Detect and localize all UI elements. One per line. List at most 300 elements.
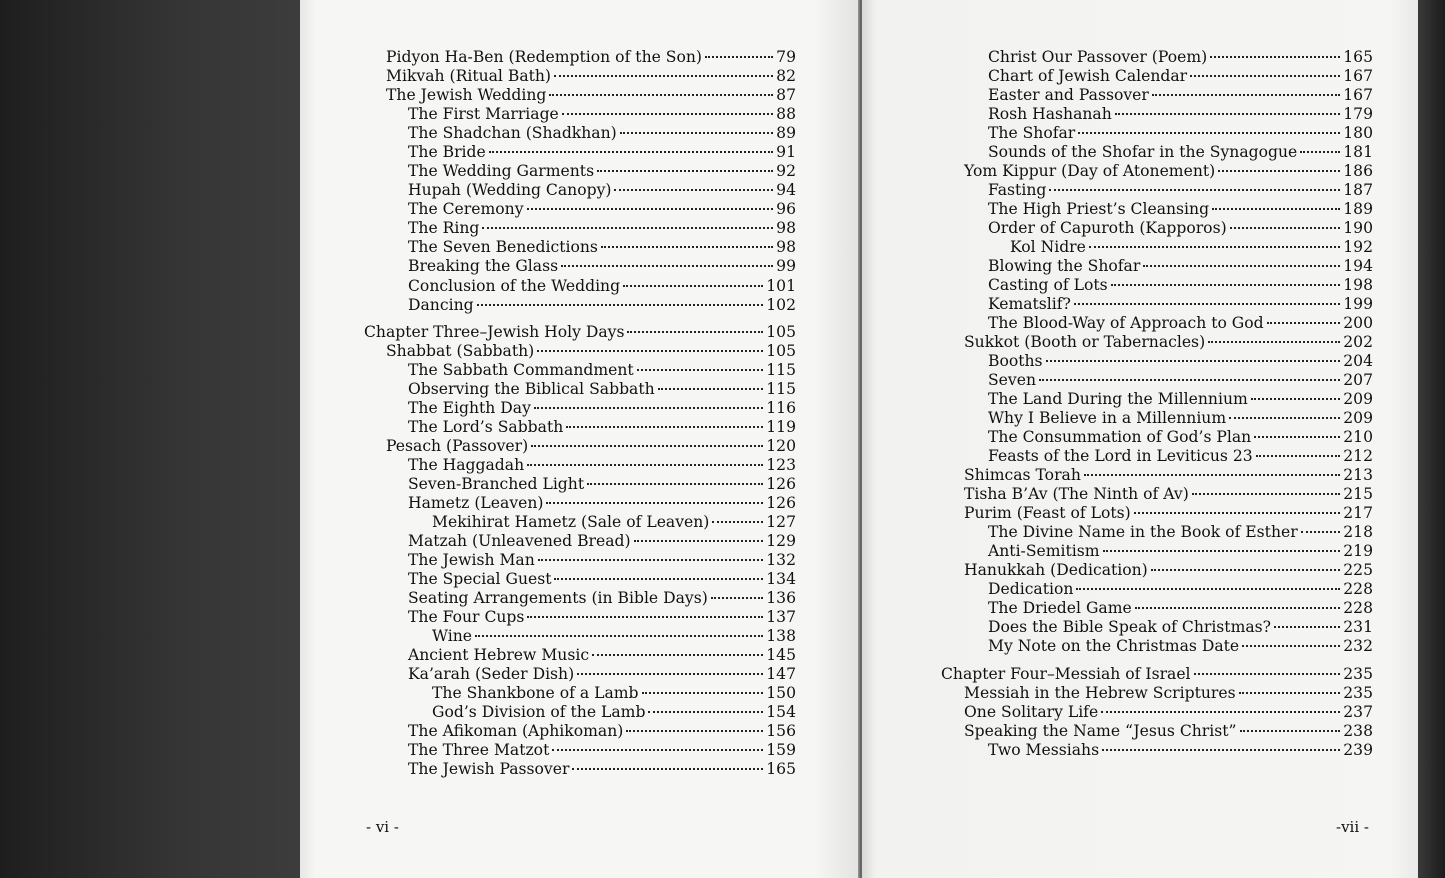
toc-entry-page: 209 (1343, 390, 1373, 408)
toc-entry-title: The Jewish Passover (408, 760, 570, 778)
dot-leader (577, 673, 763, 675)
toc-entry-title: Does the Bible Speak of Christmas? (988, 618, 1272, 636)
toc-entry (988, 580, 1373, 599)
toc-entry-page: 217 (1343, 504, 1373, 522)
toc-entry (988, 295, 1373, 314)
toc-entry-title: Hametz (Leaven) (408, 494, 544, 512)
left-page (300, 0, 860, 878)
toc-entry (964, 703, 1373, 722)
toc-entry-page: 189 (1343, 200, 1373, 218)
toc-entry (988, 257, 1373, 276)
toc-entry-title: My Note on the Christmas Date (988, 637, 1240, 655)
toc-entry-page: 238 (1343, 722, 1373, 740)
toc-entry (408, 277, 796, 296)
toc-entry (964, 333, 1373, 352)
toc-entry (988, 124, 1373, 143)
toc-entry-page: 105 (766, 342, 796, 360)
toc-entry-title: The Seven Benedictions (408, 238, 598, 256)
toc-entry-page: 79 (776, 48, 796, 66)
dot-leader (1101, 711, 1340, 713)
dot-leader (546, 502, 763, 504)
toc-entry-page: 145 (766, 646, 796, 664)
toc-entry (408, 589, 796, 608)
toc-entry (988, 390, 1373, 409)
toc-entry (988, 542, 1373, 561)
toc-entry (432, 513, 796, 532)
toc-entry (386, 48, 796, 67)
toc-entry (408, 418, 796, 437)
dot-leader (1190, 75, 1340, 77)
toc-entry-page: 231 (1343, 618, 1373, 636)
toc-entry-page: 225 (1343, 561, 1373, 579)
dot-leader (531, 445, 763, 447)
dot-leader (1049, 189, 1340, 191)
toc-entry-title: Matzah (Unleavened Bread) (408, 532, 631, 550)
toc-entry-page: 136 (766, 589, 796, 607)
toc-entry-title: Sounds of the Shofar in the Synagogue (988, 143, 1298, 161)
toc-entry-title: Shimcas Torah (964, 466, 1081, 484)
dot-leader (1151, 569, 1340, 571)
dot-leader (1194, 673, 1341, 675)
dot-leader (562, 113, 773, 115)
toc-entry-page: 92 (776, 162, 796, 180)
toc-entry-title: Christ Our Passover (Poem) (988, 48, 1208, 66)
toc-entry-page: 207 (1343, 371, 1373, 389)
toc-entry-page: 165 (766, 760, 796, 778)
toc-entry-page: 200 (1343, 314, 1373, 332)
dot-leader (1301, 531, 1341, 533)
toc-entry-title: The Haggadah (408, 456, 525, 474)
toc-entry (988, 447, 1373, 466)
dot-leader (1046, 360, 1341, 362)
toc-entry (988, 86, 1373, 105)
toc-entry (408, 257, 796, 276)
toc-entry (988, 523, 1373, 542)
toc-entry-title: Hanukkah (Dedication) (964, 561, 1148, 579)
dot-leader (1254, 436, 1340, 438)
dot-leader (489, 151, 773, 153)
toc-entry (386, 437, 796, 456)
toc-entry-title: Kol Nidre (1010, 238, 1086, 256)
dot-leader (711, 597, 763, 599)
dot-leader (1192, 493, 1340, 495)
toc-entry-title: The Four Cups (408, 608, 525, 626)
toc-entry (988, 618, 1373, 637)
toc-entry (408, 361, 796, 380)
toc-entry-title: The Jewish Wedding (386, 86, 547, 104)
toc-entry-page: 167 (1343, 86, 1373, 104)
dot-leader (658, 388, 764, 390)
toc-entry-title: The Land During the Millennium (988, 390, 1248, 408)
dot-leader (1074, 303, 1340, 305)
toc-entry-title: The Special Guest (408, 570, 552, 588)
toc-entry (988, 219, 1373, 238)
toc-entry (408, 219, 796, 238)
toc-entry (988, 741, 1373, 760)
toc-entry-title: Easter and Passover (988, 86, 1149, 104)
toc-entry-title: The Eighth Day (408, 399, 531, 417)
toc-entry (964, 561, 1373, 580)
toc-right (862, 0, 1418, 878)
toc-entry (408, 238, 796, 257)
toc-entry (408, 646, 796, 665)
dot-leader (1039, 379, 1340, 381)
toc-entry-title: The Bride (408, 143, 486, 161)
toc-entry-page: 115 (766, 380, 796, 398)
dot-leader (1256, 455, 1341, 457)
toc-entry (988, 143, 1373, 162)
toc-entry (408, 296, 796, 315)
toc-entry-page: 134 (766, 570, 796, 588)
toc-entry-title: Shabbat (Sabbath) (386, 342, 535, 360)
toc-entry-title: Dedication (988, 580, 1074, 598)
dot-leader (482, 227, 773, 229)
toc-entry-page: 156 (766, 722, 796, 740)
dot-leader (1115, 113, 1340, 115)
toc-entry-page: 98 (776, 238, 796, 256)
toc-entry-page: 126 (766, 494, 796, 512)
toc-entry-page: 127 (766, 513, 796, 531)
dot-leader (623, 285, 763, 287)
dot-leader (587, 483, 763, 485)
dot-leader (1240, 730, 1341, 732)
toc-entry (408, 608, 796, 627)
toc-entry-page: 192 (1343, 238, 1373, 256)
dot-leader (534, 407, 763, 409)
toc-entry-page: 154 (766, 703, 796, 721)
toc-entry-title: The Three Matzot (408, 741, 550, 759)
toc-entry-title: Speaking the Name “Jesus Christ” (964, 722, 1237, 740)
toc-entry-title: The First Marriage (408, 105, 559, 123)
toc-entry-page: 199 (1343, 295, 1373, 313)
toc-entry (964, 162, 1373, 181)
dot-leader (1229, 417, 1340, 419)
dot-leader (712, 521, 763, 523)
dot-leader (554, 578, 763, 580)
toc-entry (408, 124, 796, 143)
toc-entry-page: 235 (1343, 684, 1373, 702)
toc-entry-title: The Divine Name in the Book of Esther (988, 523, 1298, 541)
toc-entry-title: Pidyon Ha-Ben (Redemption of the Son) (386, 48, 702, 66)
dot-leader (627, 331, 763, 333)
toc-entry-page: 119 (766, 418, 796, 436)
toc-entry-title: Observing the Biblical Sabbath (408, 380, 655, 398)
dot-leader (477, 304, 764, 306)
toc-entry-title: Tisha B’Av (The Ninth of Av) (964, 485, 1189, 503)
toc-entry-page: 212 (1343, 447, 1373, 465)
dot-leader (601, 246, 773, 248)
dot-leader (1076, 588, 1340, 590)
toc-entry-title: The Shofar (988, 124, 1076, 142)
toc-entry-page: 198 (1343, 276, 1373, 294)
dot-leader (1084, 474, 1340, 476)
toc-entry-page: 129 (766, 532, 796, 550)
dot-leader (538, 559, 763, 561)
toc-entry (988, 181, 1373, 200)
dot-leader (626, 730, 763, 732)
toc-entry (408, 551, 796, 570)
toc-entry-page: 102 (766, 296, 796, 314)
toc-entry-page: 99 (776, 257, 796, 275)
toc-entry (408, 760, 796, 779)
toc-entry-title: The Driedel Game (988, 599, 1132, 617)
dot-leader (637, 369, 764, 371)
toc-entry (964, 684, 1373, 703)
toc-entry-page: 101 (766, 277, 796, 295)
toc-entry-title: Purim (Feast of Lots) (964, 504, 1131, 522)
toc-entry-title: Yom Kippur (Day of Atonement) (964, 162, 1216, 180)
toc-entry-page: 91 (776, 143, 796, 161)
toc-entry-page: 150 (766, 684, 796, 702)
toc-entry (408, 741, 796, 760)
dot-leader (1242, 645, 1340, 647)
toc-entry-title: Seven-Branched Light (408, 475, 585, 493)
dot-leader (1239, 692, 1341, 694)
background-right (1418, 0, 1445, 878)
toc-entry-page: 96 (776, 200, 796, 218)
dot-leader (597, 170, 773, 172)
toc-entry (964, 504, 1373, 523)
toc-entry-page: 137 (766, 608, 796, 626)
toc-entry (988, 599, 1373, 618)
toc-entry-page: 116 (766, 399, 796, 417)
toc-entry-title: Chapter Four–Messiah of Israel (941, 665, 1191, 683)
toc-entry-page: 190 (1343, 219, 1373, 237)
toc-entry (408, 399, 796, 418)
dot-leader (1103, 550, 1341, 552)
dot-leader (1135, 607, 1341, 609)
dot-leader (1300, 151, 1340, 153)
toc-entry (988, 276, 1373, 295)
toc-entry (432, 703, 796, 722)
toc-entry-page: 147 (766, 665, 796, 683)
dot-leader (566, 426, 763, 428)
toc-entry-page: 180 (1343, 124, 1373, 142)
background-left (0, 0, 300, 878)
toc-entry (408, 162, 796, 181)
toc-entry-title: Booths (988, 352, 1043, 370)
toc-entry (988, 371, 1373, 390)
toc-entry (988, 352, 1373, 371)
toc-entry (408, 143, 796, 162)
toc-entry (964, 485, 1373, 504)
toc-entry-title: The Blood-Way of Approach to God (988, 314, 1264, 332)
toc-entry-title: Ancient Hebrew Music (408, 646, 590, 664)
toc-entry-page: 115 (766, 361, 796, 379)
toc-entry-page: 209 (1343, 409, 1373, 427)
dot-leader (648, 711, 763, 713)
toc-entry (988, 105, 1373, 124)
toc-entry-page: 179 (1343, 105, 1373, 123)
toc-entry (432, 684, 796, 703)
toc-entry-title: Blowing the Shofar (988, 257, 1141, 275)
toc-entry-page: 215 (1343, 485, 1373, 503)
toc-entry-title: Chart of Jewish Calendar (988, 67, 1188, 85)
toc-left (300, 0, 860, 878)
toc-entry-title: The Lord’s Sabbath (408, 418, 564, 436)
dot-leader (1267, 322, 1341, 324)
toc-entry-page: 87 (776, 86, 796, 104)
toc-entry-title: Seven (988, 371, 1036, 389)
toc-entry (408, 665, 796, 684)
toc-entry-title: Seating Arrangements (in Bible Days) (408, 589, 708, 607)
dot-leader (1210, 56, 1340, 58)
toc-entry-page: 165 (1343, 48, 1373, 66)
toc-entry-title: Two Messiahs (988, 741, 1100, 759)
toc-entry-title: Fasting (988, 181, 1047, 199)
dot-leader (620, 132, 773, 134)
dot-leader (561, 265, 773, 267)
toc-entry (964, 466, 1373, 485)
toc-entry-title: One Solitary Life (964, 703, 1099, 721)
dot-leader (1212, 208, 1340, 210)
dot-leader (634, 540, 764, 542)
toc-entry-title: Breaking the Glass (408, 257, 559, 275)
toc-entry-page: 123 (766, 456, 796, 474)
dot-leader (1134, 512, 1341, 514)
toc-entry-title: Hupah (Wedding Canopy) (408, 181, 612, 199)
toc-entry-page: 94 (776, 181, 796, 199)
dot-leader (527, 464, 763, 466)
toc-entry-title: Mekihirat Hametz (Sale of Leaven) (432, 513, 710, 531)
dot-leader (1111, 284, 1341, 286)
toc-entry-page: 187 (1343, 181, 1373, 199)
toc-entry-page: 138 (766, 627, 796, 645)
toc-entry (386, 86, 796, 105)
toc-entry-page: 213 (1343, 466, 1373, 484)
toc-entry (941, 665, 1373, 684)
toc-entry-title: The Shankbone of a Lamb (432, 684, 639, 702)
dot-leader (475, 635, 763, 637)
toc-entry (408, 722, 796, 741)
dot-leader (527, 208, 774, 210)
toc-entry-title: God’s Division of the Lamb (432, 703, 646, 721)
toc-entry-title: Casting of Lots (988, 276, 1108, 294)
toc-entry-page: 159 (766, 741, 796, 759)
toc-entry (408, 105, 796, 124)
toc-entry-title: Wine (432, 627, 473, 645)
dot-leader (592, 654, 763, 656)
dot-leader (1218, 170, 1340, 172)
toc-entry (408, 475, 796, 494)
toc-entry-page: 228 (1343, 580, 1373, 598)
toc-entry-page: 219 (1343, 542, 1373, 560)
toc-entry-title: Feasts of the Lord in Leviticus 23 (988, 447, 1253, 465)
toc-entry-page: 126 (766, 475, 796, 493)
toc-entry-page: 105 (766, 323, 796, 341)
dot-leader (549, 94, 773, 96)
toc-entry (988, 67, 1373, 86)
toc-entry-page: 181 (1343, 143, 1373, 161)
page-number-right: -vii - (1336, 818, 1369, 836)
dot-leader (1089, 246, 1340, 248)
toc-entry-page: 89 (776, 124, 796, 142)
toc-entry (408, 570, 796, 589)
dot-leader (1274, 626, 1340, 628)
dot-leader (1102, 749, 1340, 751)
toc-entry-title: Messiah in the Hebrew Scriptures (964, 684, 1236, 702)
toc-entry-page: 218 (1343, 523, 1373, 541)
toc-entry (432, 627, 796, 646)
toc-entry-title: The Sabbath Commandment (408, 361, 634, 379)
toc-entry-title: The Wedding Garments (408, 162, 595, 180)
toc-entry-title: The Ring (408, 219, 480, 237)
toc-entry-title: Order of Capuroth (Kapporos) (988, 219, 1227, 237)
toc-entry-title: Dancing (408, 296, 474, 314)
dot-leader (1143, 265, 1340, 267)
toc-entry (408, 494, 796, 513)
toc-entry-title: Why I Believe in a Millennium (988, 409, 1227, 427)
toc-entry-title: Mikvah (Ritual Bath) (386, 67, 552, 85)
toc-entry-title: Anti-Semitism (988, 542, 1100, 560)
toc-entry (408, 380, 796, 399)
toc-entry-title: Sukkot (Booth or Tabernacles) (964, 333, 1206, 351)
toc-entry (408, 532, 796, 551)
toc-entry-title: The Ceremony (408, 200, 524, 218)
toc-entry-title: Chapter Three–Jewish Holy Days (364, 323, 625, 341)
toc-entry (364, 323, 796, 342)
toc-entry-page: 237 (1343, 703, 1373, 721)
toc-entry (988, 409, 1373, 428)
toc-entry-page: 194 (1343, 257, 1373, 275)
dot-leader (1251, 398, 1340, 400)
dot-leader (642, 692, 764, 694)
toc-entry-title: Conclusion of the Wedding (408, 277, 621, 295)
toc-entry-title: Pesach (Passover) (386, 437, 529, 455)
dot-leader (1152, 94, 1340, 96)
toc-entry (386, 67, 796, 86)
dot-leader (527, 616, 763, 618)
toc-entry-title: The High Priest’s Cleansing (988, 200, 1210, 218)
toc-entry-title: Ka’arah (Seder Dish) (408, 665, 575, 683)
toc-entry-page: 98 (776, 219, 796, 237)
dot-leader (1230, 227, 1341, 229)
toc-entry-page: 82 (776, 67, 796, 85)
toc-entry (1010, 238, 1373, 257)
dot-leader (614, 189, 773, 191)
toc-entry (408, 456, 796, 475)
toc-entry (386, 342, 796, 361)
toc-entry-page: 204 (1343, 352, 1373, 370)
dot-leader (1078, 132, 1340, 134)
right-page (862, 0, 1418, 878)
toc-entry-page: 228 (1343, 599, 1373, 617)
dot-leader (552, 749, 763, 751)
dot-leader (554, 75, 773, 77)
toc-entry-page: 186 (1343, 162, 1373, 180)
toc-entry-page: 239 (1343, 741, 1373, 759)
toc-entry-title: Rosh Hashanah (988, 105, 1112, 123)
toc-entry-title: The Consummation of God’s Plan (988, 428, 1252, 446)
toc-entry-title: The Shadchan (Shadkhan) (408, 124, 617, 142)
page-number-left: - vi - (366, 818, 399, 836)
toc-entry-page: 167 (1343, 67, 1373, 85)
dot-leader (1208, 341, 1340, 343)
toc-entry-title: The Jewish Man (408, 551, 535, 569)
dot-leader (572, 768, 763, 770)
toc-entry (408, 181, 796, 200)
toc-entry (988, 428, 1373, 447)
toc-entry-page: 202 (1343, 333, 1373, 351)
toc-entry-page: 88 (776, 105, 796, 123)
toc-entry (988, 637, 1373, 656)
toc-entry-title: The Afikoman (Aphikoman) (408, 722, 624, 740)
dot-leader (537, 350, 763, 352)
toc-entry (408, 200, 796, 219)
toc-entry-page: 235 (1343, 665, 1373, 683)
toc-entry (988, 200, 1373, 219)
toc-entry-page: 132 (766, 551, 796, 569)
